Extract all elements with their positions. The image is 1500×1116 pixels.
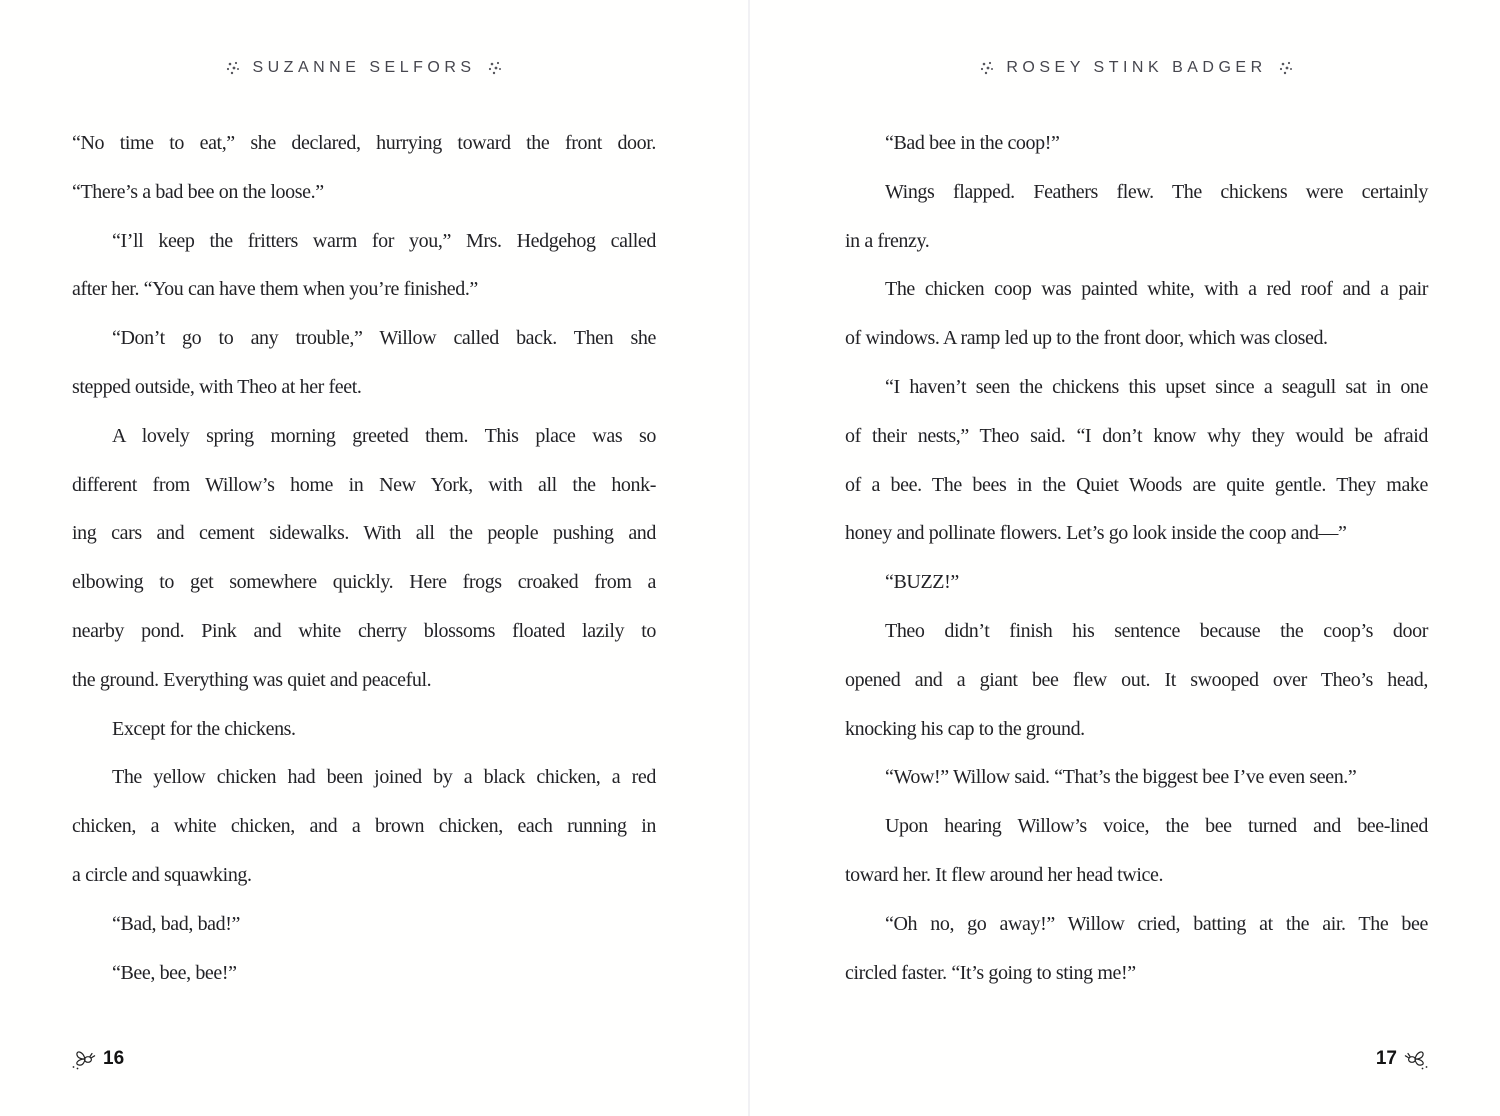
- text-line: “I haven’t seen the chickens this upset since a seagull sat in one: [885, 375, 1428, 398]
- text-line: knocking his cap to the ground.: [845, 717, 1085, 740]
- text-line: a circle and squawking.: [72, 863, 252, 886]
- text-line: circled faster. “It’s going to sting me!”: [845, 961, 1136, 984]
- text-line: honey and pollinate flowers. Let’s go look inside the coop and—”: [845, 522, 1347, 545]
- text-line: nearby pond. Pink and white cherry blossoms floated lazily to: [72, 619, 656, 642]
- page-number: 17: [1375, 1047, 1397, 1069]
- bee-doodle-icon: [1404, 1047, 1430, 1070]
- text-line: A lovely spring morning greeted them. This place was so: [112, 424, 656, 447]
- text-line: Wings flapped. Feathers flew. The chickens were certainly: [885, 180, 1428, 203]
- lines-left: [72, 119, 656, 997]
- sparkle-icon: [1279, 60, 1293, 76]
- text-line: of windows. A ramp led up to the front door, which was closed.: [845, 327, 1328, 350]
- lines-right: [845, 119, 1428, 997]
- text-line: chicken, a white chicken, and a brown chicken, each running in: [72, 815, 656, 838]
- right-page: [750, 0, 1500, 1116]
- author-header: SUZANNE SELFORS: [252, 59, 476, 76]
- sparkle-icon: [488, 60, 502, 76]
- text-line: “Don’t go to any trouble,” Willow called back. Then she: [112, 327, 656, 350]
- text-line: of their nests,” Theo said. “I don’t know why they would be afraid: [845, 424, 1428, 447]
- text-line: The chicken coop was painted white, with a red roof and a pair: [885, 278, 1428, 301]
- text-line: “There’s a bad bee on the loose.”: [72, 180, 324, 203]
- text-line: opened and a giant bee flew out. It swooped over Theo’s head,: [845, 668, 1428, 691]
- text-line: the ground. Everything was quiet and peaceful.: [72, 668, 432, 691]
- text-line: The yellow chicken had been joined by a black chicken, a red: [112, 766, 656, 789]
- page-footer-right: [1376, 1047, 1430, 1070]
- page-number: 16: [103, 1047, 125, 1069]
- text-line: “Bee, bee, bee!”: [112, 961, 237, 984]
- text-line: ing cars and cement sidewalks. With all the people pushing and: [72, 522, 656, 545]
- running-header-left: [72, 57, 656, 79]
- text-line: Upon hearing Willow’s voice, the bee turned and bee-lined: [885, 815, 1428, 838]
- text-line: Theo didn’t finish his sentence because the coop’s door: [885, 619, 1428, 642]
- text-line: after her. “You can have them when you’re finished.”: [72, 278, 478, 301]
- text-line: Except for the chickens.: [112, 717, 296, 740]
- page-footer-left: [70, 1047, 124, 1070]
- text-line: “No time to eat,” she declared, hurrying toward the front door.: [72, 132, 656, 154]
- text-line: “Bad bee in the coop!”: [885, 132, 1060, 154]
- text-line: elbowing to get somewhere quickly. Here frogs croaked from a: [72, 571, 656, 594]
- text-line: in a frenzy.: [845, 229, 930, 252]
- text-line: “I’ll keep the fritters warm for you,” Mrs. Hedgehog called: [112, 229, 656, 252]
- text-line: “Bad, bad, bad!”: [112, 912, 240, 935]
- text-line: different from Willow’s home in New York, with all the honk-: [72, 473, 656, 496]
- text-line: “Oh no, go away!” Willow cried, batting at the air. The bee: [885, 912, 1428, 935]
- running-header-right: [845, 57, 1428, 79]
- chapter-header: ROSEY STINK BADGER: [1006, 59, 1267, 76]
- sparkle-icon: [980, 60, 994, 76]
- text-line: toward her. It flew around her head twice.: [845, 863, 1164, 886]
- text-line: of a bee. The bees in the Quiet Woods are quite gentle. They make: [845, 473, 1428, 496]
- sparkle-icon: [226, 60, 240, 76]
- text-line: “Wow!” Willow said. “That’s the biggest bee I’ve even seen.”: [885, 766, 1357, 789]
- text-line: stepped outside, with Theo at her feet.: [72, 375, 362, 398]
- text-line: “BUZZ!”: [885, 571, 959, 594]
- bee-doodle-icon: [70, 1047, 96, 1070]
